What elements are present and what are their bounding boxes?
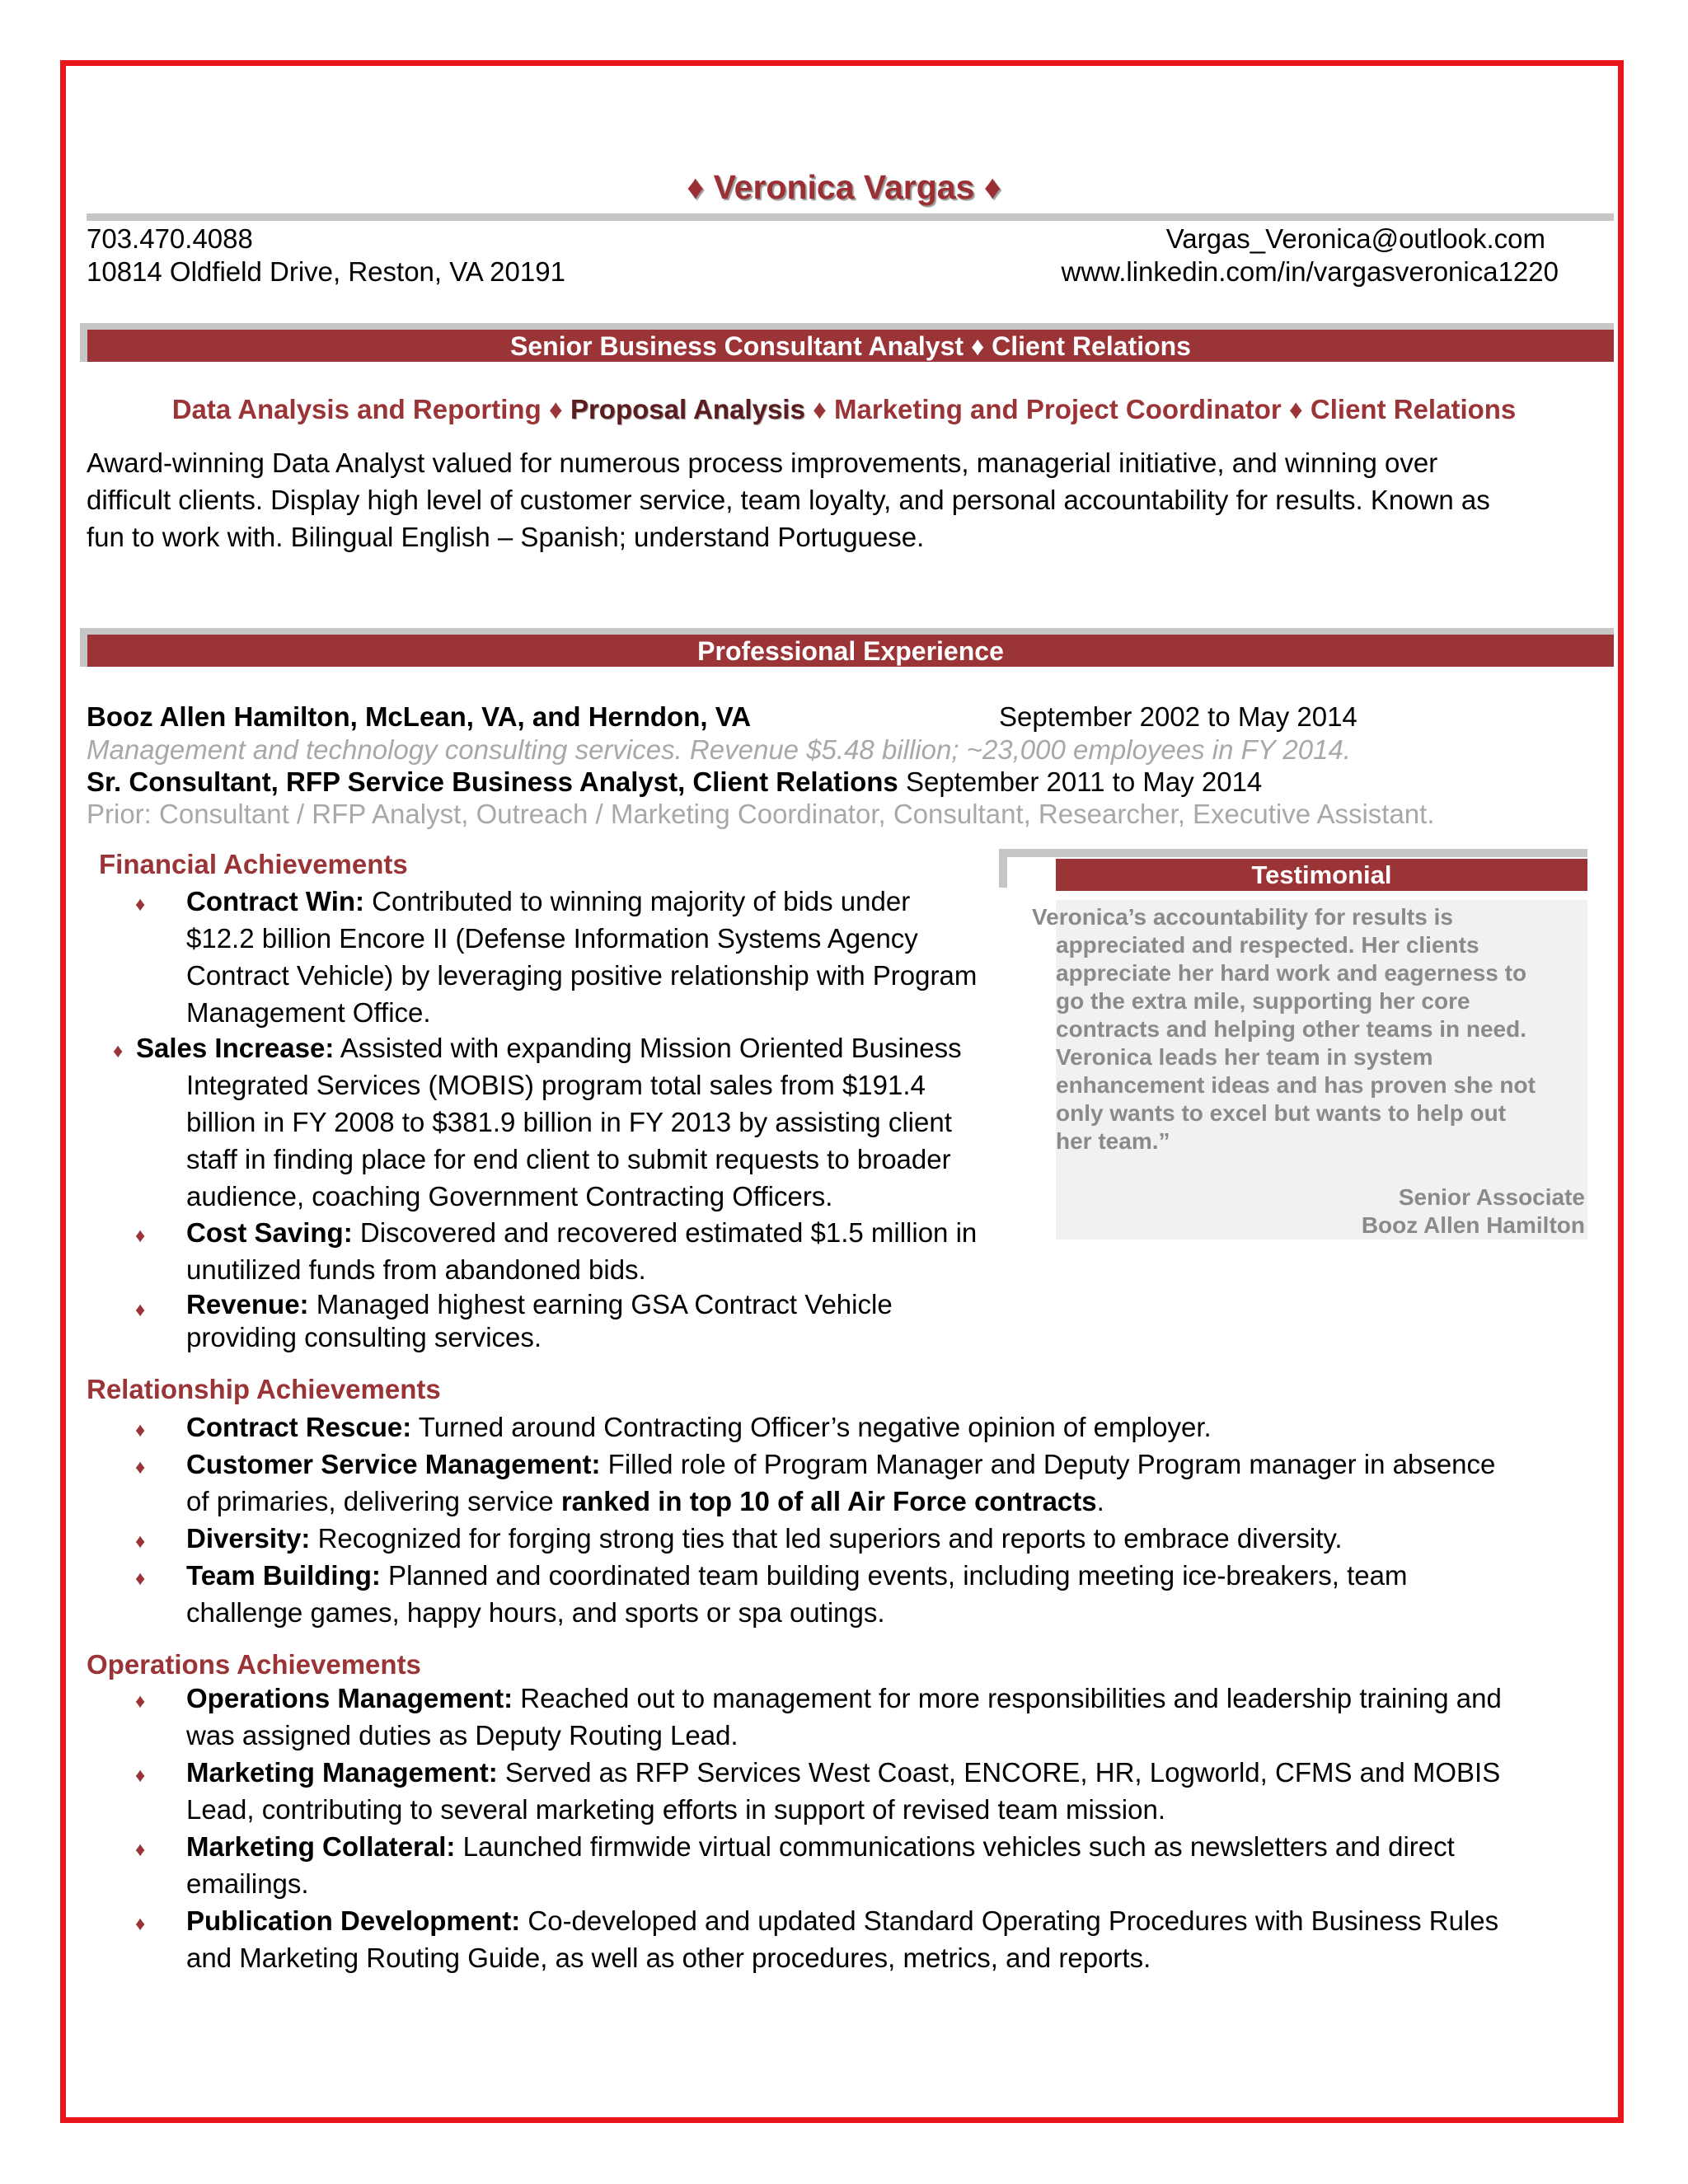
title-band-text: Senior Business Consultant Analyst ♦ Client Relations [87, 330, 1614, 362]
list-item-marketing-collateral: Marketing Collateral: Launched firmwide virtual communications vehicles such as newsletters and direct emailings. [186, 1831, 1455, 1899]
list-item-diversity: Diversity: Recognized for forging strong ties that led superiors and reports to embrace diversity. [186, 1523, 1343, 1554]
candidate-name: ♦ Veronica Vargas ♦ [687, 168, 1001, 206]
testimonial-heading: Testimonial [1056, 859, 1587, 891]
list-item-marketing-management: Marketing Management: Served as RFP Services West Coast, ENCORE, HR, Logworld, CFMS and MOBIS Lead, contributing to several marketing efforts in support of revised team mission. [186, 1757, 1501, 1825]
bullet-icon: ♦ [135, 1765, 146, 1787]
bullet-icon: ♦ [135, 1839, 146, 1861]
bullet-icon: ♦ [135, 893, 146, 916]
financial-heading: Financial Achievements [99, 849, 408, 879]
bullet-icon: ♦ [135, 1456, 146, 1479]
bullet-icon: ♦ [113, 1040, 124, 1062]
keyword-2: Proposal Analysis [570, 394, 805, 424]
bullet-icon: ♦ [135, 1568, 146, 1590]
keywords [0, 394, 1688, 425]
keyword-1: Data Analysis and Reporting ♦ [171, 394, 570, 424]
job-title-line [87, 766, 1262, 799]
employer: Booz Allen Hamilton, McLean, VA, and Herndon, VA [87, 701, 752, 732]
list-item-operations-management: Operations Management: Reached out to management for more responsibilities and leadership training and was assigned duties as Deputy Routing Lead. [186, 1683, 1502, 1750]
name-divider [87, 213, 1614, 221]
list-item-sales-increase: Sales Increase: Assisted with expanding Mission Oriented Business [136, 1033, 962, 1063]
job-title-dates: September 2011 to May 2014 [898, 766, 1263, 797]
testimonial-quote: Veronica’s accountability for results is appreciated and respected. Her clients appreciate her hard work and eagerness to go the extra mile, supporting her core contracts and helping other teams in need. Veronica leads her team in system enhancement ideas and has proven she not only wants to excel but wants to help out her team.” [1032, 904, 1536, 1154]
employer-description: Management and technology consulting services. Revenue $5.48 billion; ~23,000 employees in FY 2014. [87, 734, 1351, 765]
list-item-cost-saving: Cost Saving: Discovered and recovered estimated $1.5 million in unutilized funds from abandoned bids. [186, 1217, 978, 1285]
title-band [80, 323, 1614, 362]
bullet-icon: ♦ [135, 1690, 146, 1713]
bullet-icon: ♦ [135, 1530, 146, 1553]
summary [87, 444, 1636, 555]
testimonial-frame-left [999, 849, 1007, 888]
list-item-customer-service: Customer Service Management: Filled role of Program Manager and Deputy Program manager in absence of primaries, delivering service ranked in top 10 of all Air Force contracts. [186, 1449, 1496, 1516]
bullet-icon: ♦ [135, 1299, 146, 1321]
list-item-contract-rescue: Contract Rescue: Turned around Contracting Officer’s negative opinion of employer. [186, 1412, 1212, 1442]
experience-band [80, 628, 1614, 667]
linkedin[interactable]: www.linkedin.com/in/vargasveronica1220 [1061, 256, 1559, 287]
job-title: Sr. Consultant, RFP Service Business Analyst, Client Relations [87, 766, 898, 797]
testimonial-signature-title: Senior Associate [1398, 1184, 1585, 1210]
prior-roles: Prior: Consultant / RFP Analyst, Outreach / Marketing Coordinator, Consultant, Researcher, Executive Assistant. [87, 799, 1435, 829]
list-item-revenue: Revenue: Managed highest earning GSA Contract Vehicle providing consulting services. [186, 1289, 893, 1352]
summary-line: difficult clients. Display high level of customer service, team loyalty, and personal accountability for results. Known as [87, 485, 1490, 515]
testimonial-signature-company: Booz Allen Hamilton [1361, 1212, 1585, 1238]
operations-heading: Operations Achievements [87, 1649, 421, 1680]
email[interactable]: Vargas_Veronica@outlook.com [1165, 223, 1545, 254]
summary-line: Award-winning Data Analyst valued for numerous process improvements, managerial initiative, and winning over [87, 448, 1438, 478]
list-item-team-building: Team Building: Planned and coordinated team building events, including meeting ice-breakers, team challenge games, happy hours, and sports or spa outings. [186, 1560, 1408, 1628]
bullet-icon: ♦ [135, 1419, 146, 1441]
list-item-publication-development: Publication Development: Co-developed and updated Standard Operating Procedures with Business Rules and Marketing Routing Guide, as well as other procedures, metrics, and reports. [186, 1905, 1499, 1973]
keyword-3: ♦ Marketing and Project Coordinator ♦ Client Relations [804, 394, 1517, 424]
bullet-icon: ♦ [135, 1225, 146, 1247]
experience-band-text: Professional Experience [87, 635, 1614, 667]
employer-dates: September 2002 to May 2014 [999, 701, 1357, 732]
list-item-sales-increase-cont: Integrated Services (MOBIS) program total sales from $191.4 billion in FY 2008 to $381.9 billion in FY 2013 by assisting client staff in finding place for end client to submit requests to broader audience, coaching Government Contracting Officers. [186, 1070, 952, 1212]
testimonial-frame-top [999, 849, 1587, 857]
phone: 703.470.4088 [87, 223, 253, 254]
bullet-icon: ♦ [135, 1913, 146, 1935]
relationship-heading: Relationship Achievements [87, 1374, 441, 1404]
address: 10814 Oldfield Drive, Reston, VA 20191 [87, 256, 565, 287]
summary-line: fun to work with. Bilingual English – Spanish; understand Portuguese. [87, 522, 925, 552]
list-item-contract-win: Contract Win: Contributed to winning majority of bids under $12.2 billion Encore II (Defense Information Systems Agency Contract Vehicle) by leveraging positive relationship with Program Management Office. [186, 886, 978, 1028]
